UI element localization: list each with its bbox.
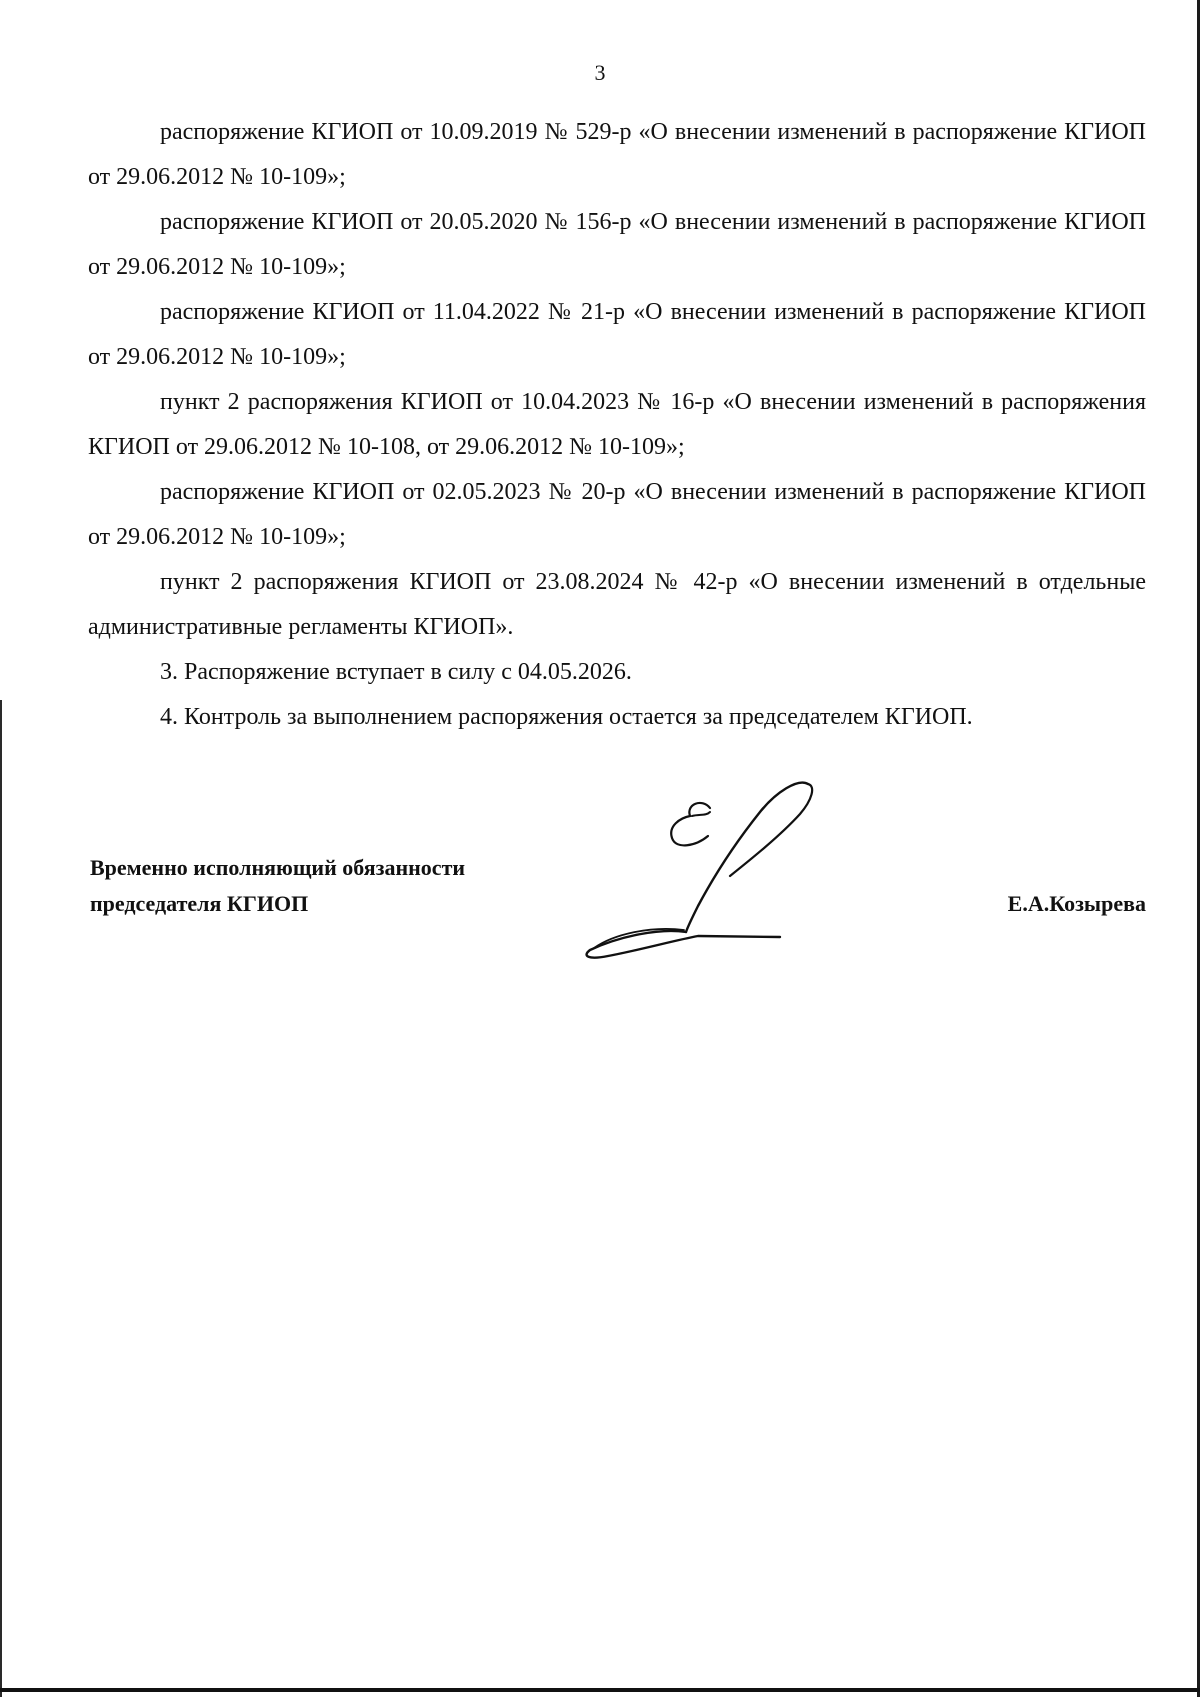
scan-border-bottom — [0, 1688, 1200, 1692]
document-body — [88, 110, 1146, 740]
signer-name: Е.А.Козырева — [1007, 891, 1146, 916]
signatory-position — [90, 850, 465, 922]
paragraph-order-2019: распоряжение КГИОП от 10.09.2019 № 529-р «О внесении изменений в распоряжение КГИОП от 29.06.2012 № 10-109»; — [88, 119, 1146, 190]
scan-border-left — [0, 700, 2, 1697]
paragraph-item-4-control: 4. Контроль за выполнением распоряжения остается за председателем КГИОП. — [160, 704, 973, 730]
signatory-position-line1: Временно исполняющий обязанности — [90, 855, 466, 880]
paragraph-item-3-effective-date: 3. Распоряжение вступает в силу с 04.05.2026. — [160, 659, 632, 685]
handwritten-signature — [580, 780, 850, 960]
page-number: 3 — [594, 60, 606, 85]
paragraph-order-2020: распоряжение КГИОП от 20.05.2020 № 156-р «О внесении изменений в распоряжение КГИОП от 29.06.2012 № 10-109»; — [88, 209, 1146, 280]
paragraph-order-2023-16: пункт 2 распоряжения КГИОП от 10.04.2023 № 16-р «О внесении изменений в распоряжения КГИОП от 29.06.2012 № 10-108, от 29.06.2012 № 10-109»; — [88, 389, 1146, 460]
paragraph-order-2022: распоряжение КГИОП от 11.04.2022 № 21-р «О внесении изменений в распоряжение КГИОП от 29.06.2012 № 10-109»; — [88, 299, 1146, 370]
signatory-position-line2: председателя КГИОП — [90, 891, 309, 916]
paragraph-order-2023-20: распоряжение КГИОП от 02.05.2023 № 20-р «О внесении изменений в распоряжение КГИОП от 29.06.2012 № 10-109»; — [88, 479, 1146, 550]
paragraph-order-2024: пункт 2 распоряжения КГИОП от 23.08.2024 № 42-р «О внесении изменений в отдельные административные регламенты КГИОП». — [88, 569, 1146, 640]
